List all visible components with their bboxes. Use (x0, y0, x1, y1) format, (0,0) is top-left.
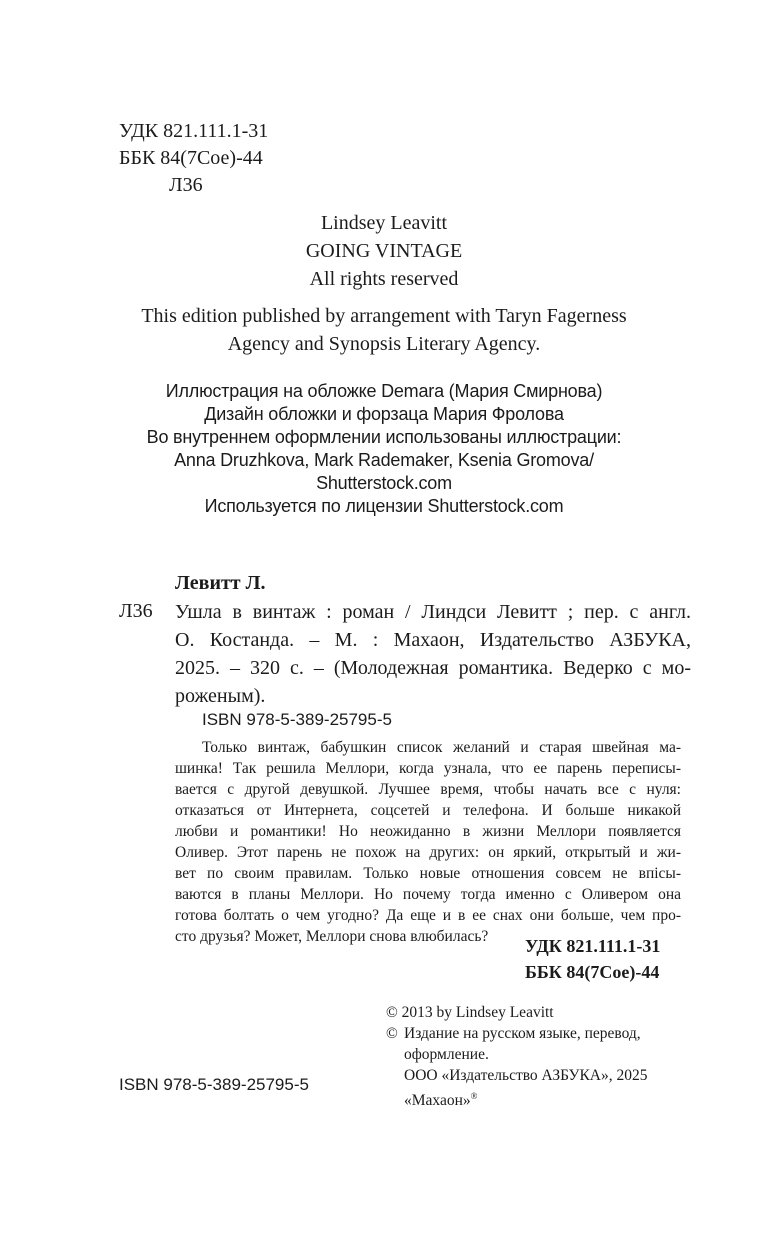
bottom-codes-block (525, 933, 660, 985)
annotation-line: Только винтаж, бабушкин список желаний и старая швейная ма- (202, 739, 681, 756)
copyright-line-edition: © Издание на русском языке, перевод, (386, 1025, 641, 1042)
isbn-bottom: ISBN 978-5-389-25795-5 (119, 1075, 309, 1094)
edition-note-line: This edition published by arrangement with Taryn Fagerness (141, 305, 627, 327)
original-title-block (0, 209, 768, 293)
bib-isbn: ISBN 978-5-389-25795-5 (202, 710, 392, 729)
bottom-udk-code: УДК 821.111.1-31 (525, 936, 661, 956)
author-mark: Л36 (169, 174, 203, 196)
annotation-line: вет по своим правилам. Только новые отношения совсем не впісы- (175, 865, 681, 882)
annotation-line: шинка! Так решила Меллори, когда узнала, что ее парень переписы- (175, 760, 681, 777)
annotation-line: отказаться от Интернета, соцсетей и телефона. И больше никакой (175, 802, 681, 819)
registered-mark: ® (470, 1091, 478, 1101)
copyright-symbol: © (386, 1025, 398, 1042)
original-author: Lindsey Leavitt (320, 212, 448, 234)
copyright-symbol: © (386, 1004, 398, 1021)
copyright-block (386, 1002, 648, 1111)
bib-line: роженым). (175, 685, 266, 707)
annotation-line: готова болтать о чем угодно? Да еще и в ее снах они больше, чем про- (175, 907, 681, 924)
annotation-line: Оливер. Этот парень не похож на других: он яркий, открытый и жи- (175, 844, 681, 861)
credit-line: Иллюстрация на обложке Demara (Мария Смирнова) (165, 381, 603, 401)
edition-note (0, 302, 768, 358)
bib-line: 2025. – 320 с. – (Молодежная романтика. Ведерко с мо- (175, 657, 691, 679)
bib-author: Левитт Л. (175, 572, 266, 594)
credit-line: Дизайн обложки и форзаца Мария Фролова (204, 404, 564, 424)
credit-line: Во внутреннем оформлении использованы иллюстрации: (146, 427, 622, 447)
annotation-line: любви и романтики! Но неожиданно в жизни Меллори появляется (175, 823, 681, 840)
edition-note-line: Agency and Synopsis Literary Agency. (227, 333, 541, 355)
top-codes-block (119, 118, 268, 199)
design-credits (0, 380, 768, 518)
rights-statement: All rights reserved (309, 268, 459, 290)
annotation-line: ваются в планы Меллори. Но почему тогда именно с Оливером она (175, 886, 681, 903)
annotation-line: вается с другой девушкой. Лучшее время, чтобы начать все с нуля: (175, 781, 681, 798)
annotation (175, 737, 681, 947)
credit-line: Shutterstock.com (316, 473, 452, 493)
copyright-line: ООО «Издательство АЗБУКА», 2025 (404, 1067, 648, 1084)
copyright-line-publisher: «Махаон»® (404, 1091, 478, 1110)
credit-line: Используется по лицензии Shutterstock.com (204, 496, 564, 516)
bib-description (175, 598, 691, 710)
bbk-code: ББК 84(7Сое)-44 (119, 147, 263, 169)
udk-code: УДК 821.111.1-31 (119, 120, 269, 142)
bottom-bbk-code: ББК 84(7Сое)-44 (525, 962, 660, 982)
original-title: GOING VINTAGE (305, 240, 463, 262)
copyright-line: оформление. (404, 1046, 489, 1063)
bib-author-mark: Л36 (119, 600, 153, 622)
credit-line: Anna Druzhkova, Mark Rademaker, Ksenia Gromova/ (174, 450, 594, 470)
bib-line: О. Костанда. – М. : Махаон, Издательство АЗБУКА, (175, 629, 691, 651)
bib-line: Ушла в винтаж : роман / Линдси Левитт ; пер. с англ. (175, 601, 691, 623)
copyright-line-original: © 2013 by Lindsey Leavitt (386, 1004, 554, 1021)
annotation-line: сто друзья? Может, Меллори снова влюбилась? (175, 928, 489, 945)
